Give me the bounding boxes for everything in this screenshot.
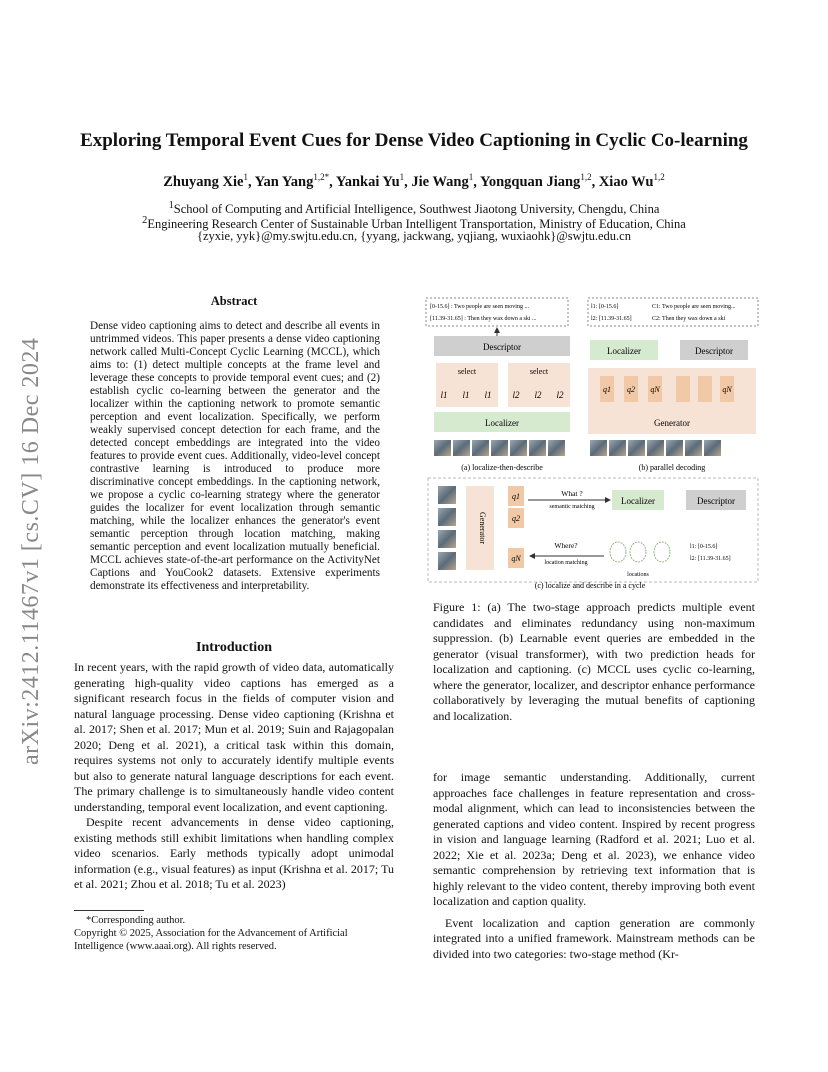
copyright-notice: Copyright © 2025, Association for the Advancement of Artificial Intelligence (www.aaai.org). All rights reserved. bbox=[74, 928, 348, 952]
b-q2: q2 bbox=[627, 385, 635, 394]
a-caption-2: [11.39-31.65] : Then they wax down a ski ... bbox=[430, 316, 537, 322]
author-name: Jie Wang bbox=[411, 173, 469, 190]
b-cap-2: C2: Then they wax down a ski bbox=[652, 316, 726, 322]
a-l1-b: l1 bbox=[462, 390, 470, 400]
a-select-2: select bbox=[529, 367, 549, 376]
b-q1: q1 bbox=[603, 385, 611, 394]
c-loc-2: l2: [11.39-31.65] bbox=[690, 556, 731, 562]
a-select-1: select bbox=[457, 367, 477, 376]
b-video-frames bbox=[590, 440, 721, 456]
affiliation-1-sup: 1 bbox=[168, 200, 174, 211]
b-localizer-label: Localizer bbox=[607, 346, 641, 356]
right-column-body bbox=[433, 770, 755, 962]
intro-paragraph-1: In recent years, with the rapid growth of video data, automatically generating high-quality video captions has emerged as a significant research focus in the fields of computer vision and natural language processing. Dense video captioning (Krishna et al. 2017; Shen et al. 2017; Mun et al. 2019; Suin and Rajagopalan 2020; Deng et al. 2021), a critical task within this domain, requires systems not only to accurately identify multiple events but also to generate natural language descriptions for each event. The primary challenge is to simultaneously handle video content understanding, temporal event localization, and event captioning. bbox=[74, 660, 394, 814]
b-loc-2: l2: [11.39-31.65] bbox=[591, 316, 632, 322]
c-locations: locations bbox=[627, 572, 649, 578]
author-affiliation-sup: 1,2 bbox=[580, 172, 592, 182]
c-qn: qN bbox=[511, 554, 521, 563]
affiliation-1-text: School of Computing and Artificial Intelligence, Southwest Jiaotong University, Chengdu, China bbox=[173, 202, 660, 217]
c-where: Where? bbox=[554, 541, 578, 550]
a-l2-a: l2 bbox=[512, 390, 520, 400]
c-loc-1: l1: [0-15.6] bbox=[690, 544, 718, 550]
author-affiliation-sup: 1 bbox=[468, 172, 474, 182]
abstract-text: Dense video captioning aims to detect and describe all events in untrimmed videos. This paper presents a dense video captioning network called Multi-Concept Cyclic Learning (MCCL), which aims to: (1) detect multiple concepts at the frame level and leverage these concepts to provide temporal event cues; and (2) establish cyclic co-learning between the generator and the localizer within the captioning network to promote semantic perception and event localization. Specifically, we perform weakly supervised concept detection for each frame, and the detected concept embeddings are integrated into the video features to provide event cues. Additionally, video-level concept contrastive learning is introduced to produce more discriminative concept embeddings. In the captioning network, we propose a cyclic co-learning strategy where the generator guides the localizer for event localization through semantic matching, while the localizer enhances the generator's event semantic perception through location matching, making semantic perception and event localization mutually beneficial. MCCL achieves state-of-the-art performance on the ActivityNet Captions and YouCook2 datasets. Extensive experiments demonstrate its effectiveness and interpretability. bbox=[90, 320, 380, 592]
a-l1-a: l1 bbox=[440, 390, 448, 400]
c-location-matching: location matching bbox=[544, 560, 588, 566]
author-name: Yan Yang bbox=[254, 173, 314, 190]
right-paragraph-1: for image semantic understanding. Additionally, current approaches face challenges in feature representation and cross-modal alignment, which can lead to inconsistencies between the generated captions and video content. Inspired by recent progress in vision and language learning (Radford et al. 2021; Luo et al. 2022; Xie et al. 2023a; Deng et al. 2023), we enhance video semantic comprehension by retrieving text information that is highly relevant to the video content, thereby improving both event localization and caption quality. bbox=[433, 770, 755, 908]
author-name: Yankai Yu bbox=[335, 173, 400, 190]
abstract-heading: Abstract bbox=[210, 294, 258, 308]
author-affiliation-sup: 1 bbox=[399, 172, 405, 182]
intro-paragraph-2: Despite recent advancements in dense video captioning, existing methods still exhibit limitations when handling complex video scenarios. Early methods typically adopt unimodal information (e.g., visual features) as input (Krishna et al. 2017; Tu et al. 2021; Zhou et al. 2018; Tu et al. 2023) bbox=[74, 815, 394, 891]
c-q2: q2 bbox=[512, 514, 520, 523]
b-descriptor-label: Descriptor bbox=[695, 346, 733, 356]
a-video-frames bbox=[434, 440, 565, 456]
figure-1-caption: Figure 1: (a) The two-stage approach predicts multiple event candidates and eliminates redundancy using non-maximum suppression. (b) Learnable event queries are embedded in the generator (visual transformer), with two prediction heads for localization and captioning. (c) MCCL uses cyclic co-learning, where the generator, localizer, and descriptor enhance performance collaboratively by leveraging the mutual benefits of captioning and localization. bbox=[433, 600, 755, 723]
introduction-heading: Introduction bbox=[196, 640, 272, 655]
a-l2-c: l2 bbox=[556, 390, 564, 400]
affiliation-2-sup: 2 bbox=[142, 215, 148, 226]
b-qn-a: qN bbox=[650, 385, 660, 394]
c-video-frames bbox=[438, 486, 456, 570]
b-cap-1: C1: Two people are seen moving... bbox=[652, 304, 736, 310]
b-loc-1: l1: [0-15.6] bbox=[591, 304, 619, 310]
a-localizer-label: Localizer bbox=[485, 418, 519, 428]
a-caption-1: [0-15.6] : Two people are seen moving ... bbox=[430, 304, 529, 310]
c-descriptor-label: Descriptor bbox=[697, 496, 735, 506]
introduction-body bbox=[74, 660, 394, 893]
c-subcaption: (c) localize and describe in a cycle bbox=[534, 581, 646, 590]
a-descriptor-label: Descriptor bbox=[483, 342, 521, 352]
a-subcaption: (a) localize-then-describe bbox=[461, 463, 543, 472]
footnote-rule bbox=[74, 910, 144, 911]
author-list: Zhuyang Xie$^1$, Yan Yang$^{1,2*}$, Yankai Yu$^1$, Jie Wang$^1$, Yongquan Jiang$^{1,2}$, Xiao Wu$^{1,2}$ bbox=[163, 172, 665, 190]
author-name: Yongquan Jiang bbox=[479, 173, 581, 190]
author-emails: {zyxie, yyk}@my.swjtu.edu.cn, {yyang, jackwang, yqjiang, wuxiaohk}@swjtu.edu.cn bbox=[197, 229, 631, 243]
a-l2-b: l2 bbox=[534, 390, 542, 400]
author-affiliation-sup: 1,2 bbox=[653, 172, 665, 182]
c-semantic-matching: semantic matching bbox=[549, 504, 595, 510]
footnote bbox=[74, 914, 394, 953]
b-qn-b: qN bbox=[722, 385, 732, 394]
a-l1-c: l1 bbox=[484, 390, 492, 400]
figure-1 bbox=[424, 290, 760, 590]
b-subcaption: (b) parallel decoding bbox=[638, 463, 706, 472]
b-generator-label: Generator bbox=[654, 418, 690, 428]
corresponding-author-note: *Corresponding author. bbox=[86, 915, 186, 926]
c-what: What ? bbox=[561, 489, 583, 498]
author-name: Zhuyang Xie bbox=[163, 173, 244, 190]
author-affiliation-sup: 1 bbox=[243, 172, 248, 182]
c-q1: q1 bbox=[512, 492, 520, 501]
c-generator-label: Generator bbox=[478, 512, 487, 544]
author-affiliation-sup: 1,2* bbox=[313, 172, 330, 182]
author-name: Xiao Wu bbox=[598, 173, 654, 190]
right-paragraph-2: Event localization and caption generation are commonly integrated into a unified framework. Mainstream methods can be divided into two categories: two-stage method (Kr- bbox=[433, 915, 755, 961]
paper-title: Exploring Temporal Event Cues for Dense Video Captioning in Cyclic Co-learning bbox=[80, 130, 748, 151]
arxiv-stamp: arXiv:2412.11467v1 [cs.CV] 16 Dec 2024 bbox=[18, 337, 44, 765]
c-localizer-label: Localizer bbox=[621, 496, 655, 506]
affiliation-2-text: Engineering Research Center of Sustainable Urban Intelligent Transportation, Ministry of Education, China bbox=[147, 217, 686, 232]
